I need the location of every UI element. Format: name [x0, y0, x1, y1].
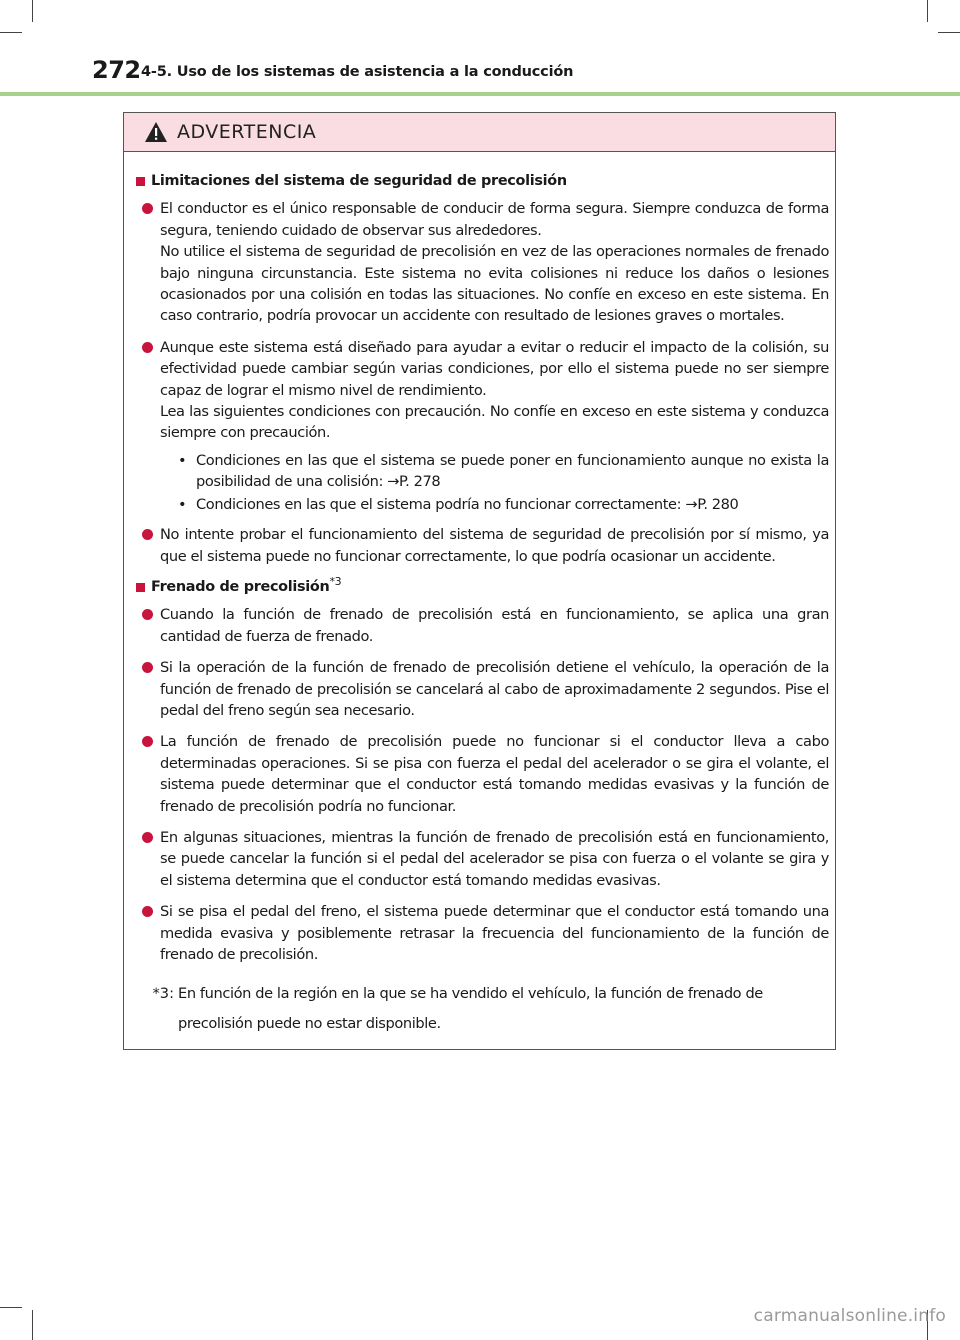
middle-dot-icon: • [178, 451, 187, 469]
crop-mark-bl-v [32, 1310, 33, 1340]
header-rule [0, 92, 960, 96]
paragraph: El conductor es el único responsable de conducir de forma segura. Siempre conduzca de forma segura, teniendo cuidado de observar sus alrededores. [160, 200, 829, 239]
footnote [134, 979, 829, 1039]
paragraph: En algunas situaciones, mientras la función de frenado de precolisión está en funcionamiento, se puede cancelar la función si el pedal del acelerador se pisa con fuerza o el volante se gira y el sistema determina que el conductor está tomando medidas evasivas. [160, 828, 829, 889]
paragraph: Si se pisa el pedal del freno, el sistema puede determinar que el conductor está tomando una medida evasiva y posiblemente retrasar la frecuencia del funcionamiento de la función de frenado de precolisión. [160, 903, 829, 963]
list-item [142, 827, 829, 891]
paragraph: Cuando la función de frenado de precolisión está en funcionamiento, se aplica una gran cantidad de fuerza de frenado. [160, 606, 829, 645]
paragraph: Si la operación de la función de frenado de precolisión detiene el vehículo, la operación de la función de frenado de precolisión se cancelará al cabo de aproximadamente 2 segundos. Pise el pedal del freno según sea necesario. [160, 659, 829, 719]
middle-dot-icon: • [178, 495, 187, 513]
dot-bullet-icon [142, 609, 153, 620]
square-bullet-icon [136, 177, 145, 186]
dot-bullet-icon [142, 529, 153, 540]
dot-bullet-icon [142, 832, 153, 843]
square-bullet-icon [136, 583, 145, 592]
dot-bullet-icon [142, 736, 153, 747]
section-title: 4-5. Uso de los sistemas de asistencia a la conducción [141, 64, 574, 80]
list-item [142, 524, 829, 567]
list-item [142, 731, 829, 817]
section-heading-frenado [134, 577, 829, 598]
watermark: carmanualsonline.info [753, 1306, 946, 1326]
paragraph: Aunque este sistema está diseñado para ayudar a evitar o reducir el impacto de la colisión, su efectividad puede cambiar según varias condiciones, por ello el sistema puede no ser siempre capaz de lograr el mismo nivel de rendimiento. [160, 338, 829, 399]
paragraph: No intente probar el funcionamiento del sistema de seguridad de precolisión por sí mismo, ya que el sistema puede no funcionar correctamente, lo que podría ocasionar un accidente. [160, 526, 829, 565]
list-item [142, 604, 829, 647]
footnote-mark: *3: [152, 985, 174, 1003]
footnote-reference: *3 [329, 575, 342, 589]
dot-bullet-icon [142, 662, 153, 673]
list-item [142, 198, 829, 326]
warning-box [123, 112, 836, 1050]
section-heading-limitaciones [134, 171, 829, 192]
footnote-text: En función de la región en la que se ha vendido el vehículo, la función de frenado de precolisión puede no estar disponible. [178, 985, 763, 1033]
paragraph: No utilice el sistema de seguridad de precolisión en vez de las operaciones normales de frenado bajo ninguna circunstancia. Este sistema no evita colisiones ni reduce los daños o lesiones ocasionados por una colisión en todas las situaciones. No confíe en exceso en este sistema. En caso contrario, podría provocar un accidente con resultado de lesiones graves o mortales. [160, 243, 829, 325]
warning-header [124, 113, 835, 152]
sub-item-text: Condiciones en las que el sistema podría no funcionar correctamente: →P. 280 [196, 495, 739, 513]
sub-item-text: Condiciones en las que el sistema se puede poner en funcionamiento aunque no exista la posibilidad de una colisión: →P. 278 [196, 451, 829, 491]
sub-list-item [178, 450, 829, 493]
list-item [142, 657, 829, 721]
warning-triangle-icon [144, 121, 168, 143]
paragraph: Lea las siguientes condiciones con precaución. No confíe en exceso en este sistema y conduzca siempre con precaución. [160, 403, 829, 442]
sub-list [178, 450, 829, 515]
sub-list-item [178, 494, 829, 515]
section-heading-text: Frenado de precolisión [151, 578, 330, 595]
page-header [0, 0, 960, 100]
crop-mark-bl-h [0, 1307, 22, 1308]
dot-bullet-icon [142, 906, 153, 917]
list-item [142, 901, 829, 965]
warning-content [124, 152, 835, 1039]
dot-bullet-icon [142, 203, 153, 214]
page-number: 272 [92, 56, 141, 84]
warning-label: ADVERTENCIA [177, 121, 317, 143]
list-item [142, 337, 829, 514]
dot-bullet-icon [142, 342, 153, 353]
section-heading-text: Limitaciones del sistema de seguridad de precolisión [151, 173, 567, 189]
paragraph: La función de frenado de precolisión puede no funcionar si el conductor lleva a cabo determinadas operaciones. Si se pisa con fuerza el pedal del acelerador o se gira el volante, el sistema puede determinar que el conductor está tomando medidas evasivas y la función de frenado de precolisión podría no funcionar. [160, 733, 829, 815]
